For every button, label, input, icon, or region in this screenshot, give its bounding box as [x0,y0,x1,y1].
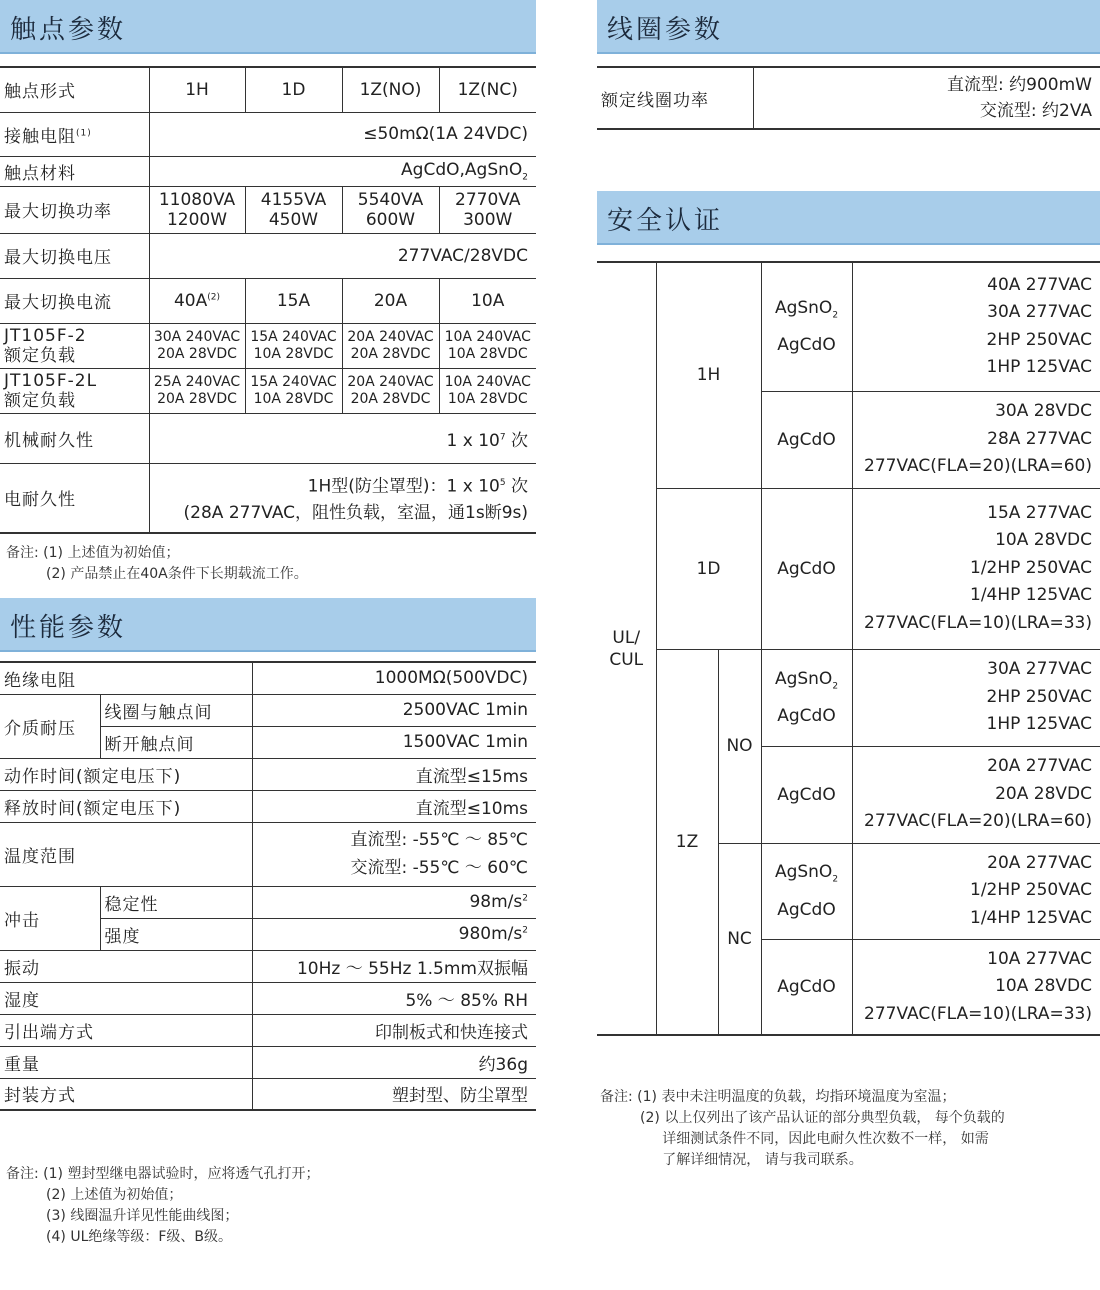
material: AgSnO$_2$ AgCdO [761,843,852,939]
ratings: 20A 277VAC 20A 28VDC 277VAC(FLA=20)(LRA=60) [852,746,1100,843]
row-label: 机械耐久性 [0,413,149,463]
material-value: AgCdO,AgSnO$_2$ [149,156,536,186]
row-label: 湿度 [0,982,252,1014]
row-label: 绝缘电阻 [0,662,252,694]
row-label: 最大切换电流 [0,278,149,323]
table-row [0,758,536,790]
table-row [0,233,536,278]
row-label: 电耐久性 [0,463,149,533]
contact-notes: 备注: (1) 上述值为初始值； (2) 产品禁止在40A条件下长期载流工作。 [6,545,308,582]
table-row [0,822,536,886]
release-value: 直流型≤10ms [252,790,536,822]
performance-table [0,661,536,1111]
load2l-1z-nc: 10A 240VAC 10A 28VDC [439,368,536,413]
table-row [0,278,536,323]
coil-table [597,66,1100,130]
table-row [597,262,1100,391]
ratings: 30A 28VDC 28A 277VAC 277VAC(FLA=20)(LRA=60) [852,391,1100,488]
row-label: 介质耐压 [0,694,100,758]
load2-1z-nc: 10A 240VAC 10A 28VDC [439,323,536,368]
nc-label: NC [718,843,761,1035]
row-label: 最大切换功率 [0,186,149,233]
table-row [0,368,536,413]
sub-label: 断开触点间 [100,726,252,758]
table-row [0,662,536,694]
coil-section-title: 线圈参数 [607,15,724,45]
load2l-1z-no: 20A 240VAC 20A 28VDC [342,368,439,413]
table-row [0,1078,536,1110]
material: AgCdO [761,391,852,488]
resistance-value: ≤50mΩ(1A 24VDC) [149,112,536,156]
current-1h: $40A^{(2)}$ [149,278,245,323]
row-label: JT105F-2 额定负载 [0,323,149,368]
power-1h: 11080VA 1200W [149,186,245,233]
ratings: 15A 277VAC 10A 28VDC 1/2HP 250VAC 1/4HP 125VAC 277VAC(FLA=10)(LRA=33) [852,488,1100,649]
row-label: 重量 [0,1046,252,1078]
performance-notes: 备注: (1) 塑封型继电器试验时，应将透气孔打开； (2) 上述值为初始值； (3) 线圈温升详见性能曲线图； (4) UL绝缘等级：F级、B级。 [6,1166,320,1245]
row-label: 温度范围 [0,822,252,886]
shock-value-1: $98m/s^2$ [252,886,536,918]
table-row [0,413,536,463]
ratings: 10A 277VAC 10A 28VDC 277VAC(FLA=10)(LRA=33) [852,939,1100,1035]
material: AgSnO$_2$ AgCdO [761,649,852,746]
row-label: 冲击 [0,886,100,950]
load2-1d: 15A 240VAC 10A 28VDC [245,323,342,368]
table-row [0,112,536,156]
performance-section-header [0,598,536,652]
table-row [597,488,1100,649]
row-label: 振动 [0,950,252,982]
performance-section-title: 性能参数 [10,613,127,643]
row-label: 最大切换电压 [0,233,149,278]
insulation-value: 1000MΩ(500VDC) [252,662,536,694]
form-1z-nc: 1Z(NC) [439,67,536,112]
table-row [0,1014,536,1046]
weight-value: 约36g [252,1046,536,1078]
current-1z-no: 20A [342,278,439,323]
material: AgSnO$_2$ AgCdO [761,262,852,391]
load2l-1d: 15A 240VAC 10A 28VDC [245,368,342,413]
load2-1h: 30A 240VAC 20A 28VDC [149,323,245,368]
safety-section-title: 安全认证 [607,206,724,236]
table-row [0,886,536,918]
no-label: NO [718,649,761,843]
power-1z-nc: 2770VA 300W [439,186,536,233]
form-1z-label: 1Z [656,649,718,1035]
row-label: 接触电阻$^{(1)}$ [0,112,149,156]
power-1z-no: 5540VA 600W [342,186,439,233]
material: AgCdO [761,488,852,649]
form-1z-no: 1Z(NO) [342,67,439,112]
table-row [0,323,536,368]
coil-power-value: 直流型: 约900mW 交流型: 约2VA [753,67,1100,129]
table-row [0,463,536,533]
contact-section-title: 触点参数 [10,15,127,45]
sub-label: 强度 [100,918,252,950]
package-value: 塑封型、防尘罩型 [252,1078,536,1110]
ratings: 20A 277VAC 1/2HP 250VAC 1/4HP 125VAC [852,843,1100,939]
row-label: 动作时间(额定电压下) [0,758,252,790]
ratings: 40A 277VAC 30A 277VAC 2HP 250VAC 1HP 125VAC [852,262,1100,391]
dielectric-value-2: 1500VAC 1min [252,726,536,758]
ratings: 30A 277VAC 2HP 250VAC 1HP 125VAC [852,649,1100,746]
load2-1z-no: 20A 240VAC 20A 28VDC [342,323,439,368]
humidity-value: 5% ～ 85% RH [252,982,536,1014]
contact-table [0,66,536,534]
power-1d: 4155VA 450W [245,186,342,233]
cert-mark: UL/ CUL [597,262,656,1035]
temp-value: 直流型: -55℃ ～ 85℃ 交流型: -55℃ ～ 60℃ [252,822,536,886]
table-row [0,67,536,112]
table-row [0,982,536,1014]
row-label: 释放时间(额定电压下) [0,790,252,822]
operate-value: 直流型≤15ms [252,758,536,790]
form-1d-label: 1D [656,488,761,649]
sub-label: 稳定性 [100,886,252,918]
mech-value: 1 x $10^7$ 次 [149,413,536,463]
vibration-value: 10Hz ～ 55Hz 1.5mm双振幅 [252,950,536,982]
safety-section-header [597,191,1100,245]
contact-section-header [0,0,536,54]
row-label: 封装方式 [0,1078,252,1110]
table-row [0,694,536,726]
coil-section-header [597,0,1100,54]
row-label: 触点形式 [0,67,149,112]
row-label: 额定线圈功率 [597,67,753,129]
load2l-1h: 25A 240VAC 20A 28VDC [149,368,245,413]
material: AgCdO [761,746,852,843]
current-1z-nc: 10A [439,278,536,323]
table-row [597,649,1100,746]
safety-notes: 备注: (1) 表中未注明温度的负载，均指环境温度为室温； (2) 以上仅列出了该产品认证的部分典型负载， 每个负载的 详细测试条件不同，因此电耐久性次数不一样， 如需 了解详细情况， 请与我司联系。 [600,1089,1005,1168]
elec-value: 1H型(防尘罩型)：1 x $10^5$ 次 (28A 277VAC，阻性负载，室温，通1s断9s) [149,463,536,533]
row-label: 触点材料 [0,156,149,186]
form-1h-label: 1H [656,262,761,488]
current-1d: 15A [245,278,342,323]
dielectric-value-1: 2500VAC 1min [252,694,536,726]
row-label: JT105F-2L 额定负载 [0,368,149,413]
table-row [0,950,536,982]
table-row [597,67,1100,129]
terminal-value: 印制板式和快连接式 [252,1014,536,1046]
row-label: 引出端方式 [0,1014,252,1046]
table-row [0,186,536,233]
voltage-value: 277VAC/28VDC [149,233,536,278]
material: AgCdO [761,939,852,1035]
form-1h: 1H [149,67,245,112]
form-1d: 1D [245,67,342,112]
sub-label: 线圈与触点间 [100,694,252,726]
table-row [0,790,536,822]
safety-table [597,261,1100,1036]
shock-value-2: $980m/s^2$ [252,918,536,950]
table-row [0,156,536,186]
table-row [0,1046,536,1078]
